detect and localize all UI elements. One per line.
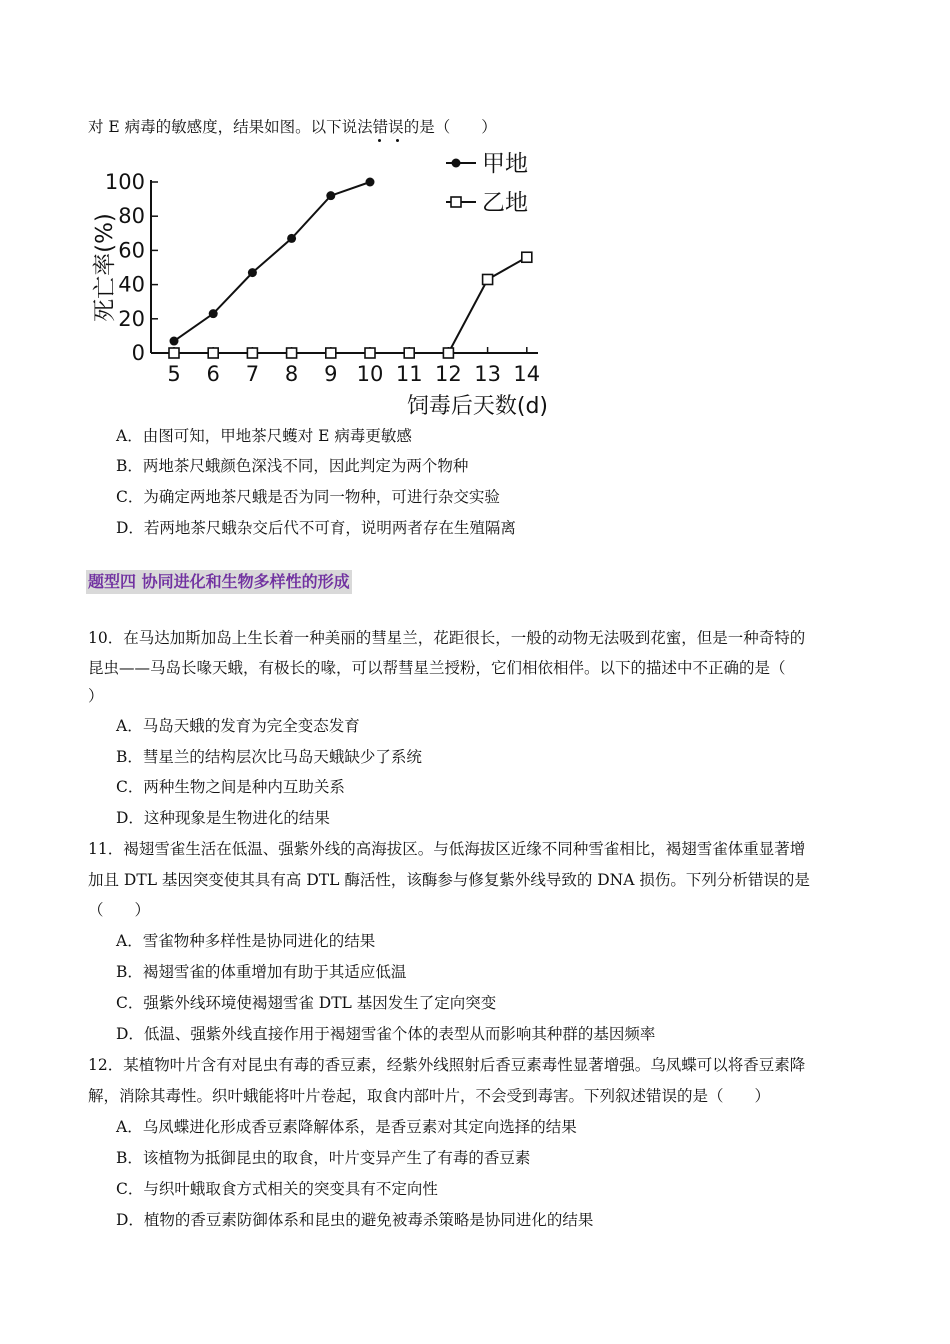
x-tick-label: 12 xyxy=(435,362,462,386)
x-tick-label: 10 xyxy=(356,362,384,386)
q11-option-a: A．雪雀物种多样性是协同进化的结果 xyxy=(116,932,376,950)
data-point-filled-circle xyxy=(248,268,257,277)
x-tick-label: 9 xyxy=(324,362,338,386)
q11-option-c: C．强紫外线环境使褐翅雪雀 DTL 基因发生了定向突变 xyxy=(116,994,497,1012)
q12-line-1: 12．某植物叶片含有对昆虫有毒的香豆素，经紫外线照射后香豆素毒性显著增强。乌凤蝶可以将香豆素降 xyxy=(88,1056,806,1074)
q10-option-c: C．两种生物之间是种内互助关系 xyxy=(116,778,345,796)
q10-option-d: D．这种现象是生物进化的结果 xyxy=(116,809,330,827)
data-point-hollow-square xyxy=(483,274,493,284)
data-point-hollow-square xyxy=(404,348,414,358)
series-line-1 xyxy=(174,182,370,341)
q11-line-3: （ ） xyxy=(88,901,151,919)
q11-option-d: D．低温、强紫外线直接作用于褐翅雪雀个体的表型从而影响其种群的基因频率 xyxy=(116,1025,656,1043)
x-axis-label: 饲毒后天数(d) xyxy=(406,394,548,417)
mortality-line-chart xyxy=(86,145,556,417)
q10-option-a: A．马岛天蛾的发育为完全变态发育 xyxy=(116,717,360,735)
x-tick-label: 8 xyxy=(284,362,299,386)
option-c: C．为确定两地茶尺蛾是否为同一物种，可进行杂交实验 xyxy=(116,488,500,506)
x-tick-label: 13 xyxy=(474,362,501,386)
section-heading: 题型四 协同进化和生物多样性的形成 xyxy=(86,570,352,594)
y-tick-label: 60 xyxy=(118,238,145,263)
data-point-hollow-square xyxy=(522,252,532,262)
q11-line-2: 加且 DTL 基因突变使其具有高 DTL 酶活性，该酶参与修复紫外线导致的 DNA 损伤。下列分析错误的是 xyxy=(88,871,810,889)
series-line-2 xyxy=(174,257,527,353)
data-point-hollow-square xyxy=(169,348,179,358)
y-axis-label: 死亡率(%) xyxy=(92,213,118,322)
x-tick-label: 11 xyxy=(395,362,423,386)
y-tick-label: 80 xyxy=(118,204,145,229)
legend-label: 乙地 xyxy=(482,190,528,216)
option-d: D．若两地茶尺蛾杂交后代不可育，说明两者存在生殖隔离 xyxy=(116,519,516,537)
legend-marker-square xyxy=(451,197,461,207)
q12-option-a: A．乌凤蝶进化形成香豆素降解体系，是香豆素对其定向选择的结果 xyxy=(116,1118,577,1136)
x-tick-label: 6 xyxy=(206,362,220,386)
q12-option-c: C．与织叶蛾取食方式相关的突变具有不定向性 xyxy=(116,1180,438,1198)
intro-text-end: 的是（ ） xyxy=(403,118,497,136)
q12-option-b: B．该植物为抵御昆虫的取食，叶片变异产生了有毒的香豆素 xyxy=(116,1149,531,1167)
data-point-filled-circle xyxy=(326,191,335,200)
data-point-hollow-square xyxy=(326,348,336,358)
q10-line-3: ） xyxy=(88,687,104,705)
data-point-filled-circle xyxy=(366,178,375,187)
data-point-hollow-square xyxy=(287,348,297,358)
q10-line-2: 昆虫——马岛长喙天蛾，有极长的喙，可以帮彗星兰授粉，它们相依相伴。以下的描述中不正确的是（ xyxy=(88,659,786,677)
data-point-filled-circle xyxy=(287,234,296,243)
intro-text: 对 E 病毒的敏感度，结果如图。以下说法 xyxy=(88,118,373,136)
q10-option-b: B．彗星兰的结构层次比马岛天蛾缺少了系统 xyxy=(116,748,422,766)
data-point-hollow-square xyxy=(247,348,257,358)
q12-option-d: D．植物的香豆素防御体系和昆虫的避免被毒杀策略是协同进化的结果 xyxy=(116,1211,594,1229)
data-point-hollow-square xyxy=(208,348,218,358)
emphasis-word: 错误 xyxy=(372,118,404,136)
y-tick-label: 100 xyxy=(104,170,145,194)
y-tick-label: 40 xyxy=(118,272,145,297)
y-tick-label: 20 xyxy=(118,306,145,331)
q12-line-2: 解，消除其毒性。织叶蛾能将叶片卷起，取食内部叶片，不会受到毒害。下列叙述错误的是（ ） xyxy=(88,1087,771,1105)
data-point-filled-circle xyxy=(209,309,218,318)
q11-line-1: 11．褐翅雪雀生活在低温、强紫外线的高海拔区。与低海拔区近缘不同种雪雀相比，褐翅雪雀体重显著增 xyxy=(88,840,806,858)
q11-option-b: B．褐翅雪雀的体重增加有助于其适应低温 xyxy=(116,963,407,981)
option-b: B．两地茶尺蛾颜色深浅不同，因此判定为两个物种 xyxy=(116,457,469,475)
q10-line-1: 10．在马达加斯加岛上生长着一种美丽的彗星兰，花距很长，一般的动物无法吸到花蜜，但是一种奇特的 xyxy=(88,629,806,647)
question-intro xyxy=(88,117,497,137)
data-point-filled-circle xyxy=(170,337,179,346)
data-point-hollow-square xyxy=(443,348,453,358)
y-tick-label: 0 xyxy=(131,341,145,365)
option-a: A．由图可知，甲地茶尺蠖对 E 病毒更敏感 xyxy=(116,427,412,445)
legend-label: 甲地 xyxy=(482,151,528,177)
x-tick-label: 7 xyxy=(245,362,260,386)
legend-marker-circle xyxy=(452,159,461,168)
x-tick-label: 14 xyxy=(513,362,541,386)
data-point-hollow-square xyxy=(365,348,375,358)
x-tick-label: 5 xyxy=(167,362,181,386)
